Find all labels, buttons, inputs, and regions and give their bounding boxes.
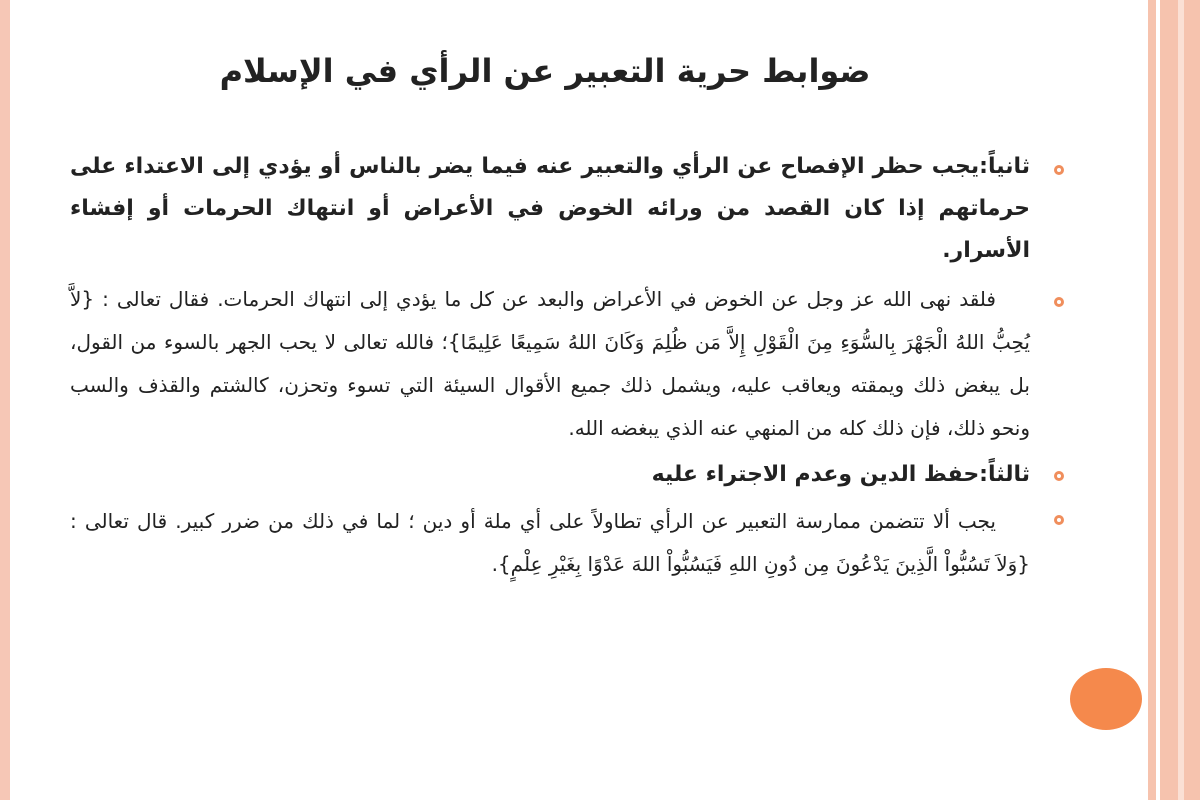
orange-circle-decoration xyxy=(1070,668,1142,730)
bullet-circle-icon xyxy=(1054,165,1064,175)
bullet-item xyxy=(70,278,1030,450)
right-border-line-inner xyxy=(1178,0,1184,800)
bullet-text: ثانياً:يجب حظر الإفصاح عن الرأي والتعبير عنه فيما يضر بالناس أو يؤدي إلى الاعتداء على حرماتهم إذا كان القصد من ورائه الخوض في الأعراض أو انتهاك الحرمات أو إفشاء الأسرار. xyxy=(70,154,1030,263)
right-border-line xyxy=(1156,0,1160,800)
bullet-item xyxy=(70,500,1030,586)
slide-title: ضوابط حرية التعبير عن الرأي في الإسلام xyxy=(219,52,871,90)
left-border-decoration xyxy=(0,0,10,800)
bullet-text: فلقد نهى الله عز وجل عن الخوض في الأعراض والبعد عن كل ما يؤدي إلى انتهاك الحرمات. فقال تعالى : {لاَّ يُحِبُّ اللهُ الْجَهْرَ بِالسُّوَءِ مِنَ الْقَوْلِ إِلاَّ مَن ظُلِمَ وَكَانَ اللهُ سَمِيعًا عَلِيمًا}؛ فالله تعالى لا يحب الجهر بالسوء من القول، بل يبغض ذلك ويمقته ويعاقب عليه، ويشمل ذلك جميع الأقوال السيئة التي تسوء وتحزن، كالشتم والقذف والسب ونحو ذلك، فإن ذلك كله من المنهي عنه الذي يبغضه الله. xyxy=(70,287,1030,440)
bullet-circle-icon xyxy=(1054,471,1064,481)
bullet-item xyxy=(70,146,1030,272)
bullet-circle-icon xyxy=(1054,515,1064,525)
bullet-list xyxy=(70,146,1030,592)
bullet-text: ثالثاً:حفظ الدين وعدم الاجتراء عليه xyxy=(651,462,1030,487)
bullet-circle-icon xyxy=(1054,297,1064,307)
bullet-item xyxy=(70,456,1030,494)
bullet-text: يجب ألا تتضمن ممارسة التعبير عن الرأي تطاولاً على أي ملة أو دين ؛ لما في ذلك من ضرر كبير. قال تعالى : {وَلاَ تَسُبُّواْ الَّذِينَ يَدْعُونَ مِن دُونِ اللهِ فَيَسُبُّواْ اللهَ عَدْوًا بِغَيْرِ عِلْمٍ}. xyxy=(70,509,1030,576)
